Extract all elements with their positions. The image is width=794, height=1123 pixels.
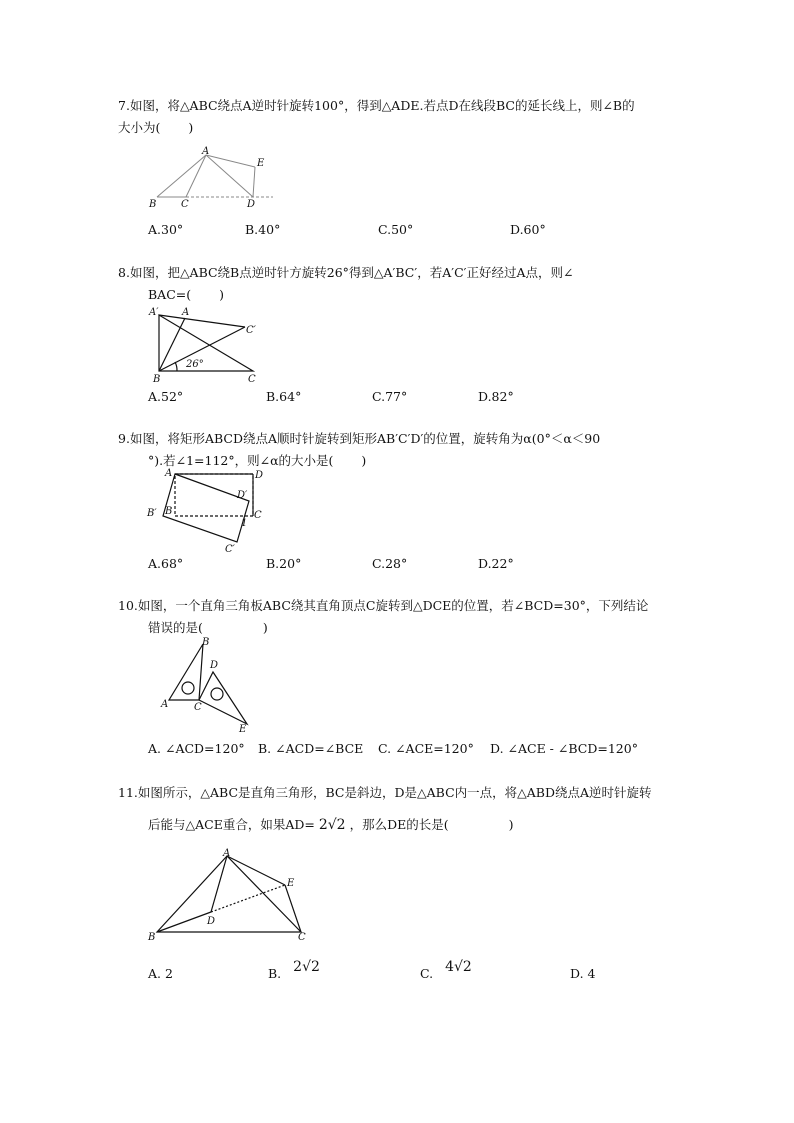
- q7-label-b: B: [149, 199, 157, 210]
- q9-label-d: D: [255, 470, 264, 481]
- q10-label-a: A: [161, 699, 169, 710]
- question-9-line1: 9.如图，将矩形ABCD绕点A顺时针旋转到矩形AB′C′D′的位置，旋转角为α(0°＜α＜90: [118, 431, 601, 446]
- question-10-figure: [155, 634, 255, 734]
- q7-label-a: A: [202, 146, 210, 157]
- q9-label-b-prime: B′: [147, 508, 157, 519]
- q8-option-a[interactable]: A.52°: [148, 389, 184, 404]
- question-8-options: [148, 389, 708, 409]
- question-9-options: [148, 556, 708, 576]
- q7-option-b[interactable]: B.40°: [245, 222, 281, 237]
- q8-label-a-prime: A′: [149, 307, 159, 318]
- question-11: [118, 782, 718, 836]
- q11-math-ad-value: 2√2: [318, 817, 346, 833]
- question-11-options: [148, 959, 708, 982]
- q10-option-a[interactable]: A. ∠ACD=120°: [148, 741, 245, 756]
- q11-option-b[interactable]: B. 2√2: [268, 959, 320, 981]
- q8-label-c: C: [248, 374, 256, 385]
- q9-option-c[interactable]: C.28°: [372, 556, 408, 571]
- q11-option-a[interactable]: A. 2: [148, 966, 173, 981]
- q8-label-c-prime: C′: [246, 325, 256, 336]
- q9-option-b[interactable]: B.20°: [266, 556, 302, 571]
- question-10-line2: 错误的是( ): [148, 620, 268, 635]
- question-8-figure: [145, 305, 265, 385]
- question-9-line2: °).若∠1=112°，则∠α的大小是( ): [148, 453, 367, 468]
- q9-label-1: 1: [241, 518, 248, 529]
- q11-option-c-math: 4√2: [445, 959, 472, 975]
- q7-label-c: C: [181, 199, 189, 210]
- q7-label-e: E: [257, 158, 265, 169]
- q8-option-b[interactable]: B.64°: [266, 389, 302, 404]
- question-11-line1: 11.如图所示，△ABC是直角三角形，BC是斜边，D是△ABC内一点，将△ABD绕点A逆时针旋转: [118, 785, 652, 800]
- q10-label-d: D: [210, 660, 219, 671]
- q10-option-d[interactable]: D. ∠ACE - ∠BCD=120°: [490, 741, 638, 756]
- question-7: [118, 95, 718, 139]
- q8-label-b: B: [153, 374, 161, 385]
- q9-label-d-prime: D′: [237, 490, 248, 501]
- q10-label-e: E: [239, 724, 247, 734]
- q7-option-a[interactable]: A.30°: [148, 222, 184, 237]
- q8-label-angle: 26°: [186, 359, 204, 370]
- q9-label-b: B: [165, 506, 173, 517]
- question-7-line2: 大小为( ): [118, 120, 194, 135]
- q8-label-a: A: [182, 307, 190, 318]
- question-8: [118, 262, 718, 306]
- q11-label-e: E: [287, 878, 295, 889]
- question-8-line2: BAC=( ): [148, 287, 225, 302]
- q7-option-d[interactable]: D.60°: [510, 222, 546, 237]
- q10-label-c: C: [194, 702, 202, 713]
- q7-label-d: D: [247, 199, 256, 210]
- question-10-line1: 10.如图，一个直角三角板ABC绕其直角顶点C旋转到△DCE的位置，若∠BCD=30°，下列结论: [118, 598, 649, 613]
- q11-label-d: D: [207, 916, 216, 927]
- q11-option-d[interactable]: D. 4: [570, 966, 596, 981]
- q9-option-d[interactable]: D.22°: [478, 556, 514, 571]
- q10-label-b: B: [202, 637, 210, 648]
- q11-label-c: C: [298, 932, 306, 943]
- q9-option-a[interactable]: A.68°: [148, 556, 184, 571]
- question-10: [118, 595, 718, 639]
- question-7-options: [148, 222, 708, 242]
- q11-label-a: A: [223, 848, 231, 859]
- question-9-figure: [145, 466, 270, 554]
- question-7-line1: 7.如图，将△ABC绕点A逆时针旋转100°，得到△ADE.若点D在线段BC的延长线上，则∠B的: [118, 98, 635, 113]
- q9-label-c-prime: C′: [225, 544, 235, 554]
- q8-option-d[interactable]: D.82°: [478, 389, 514, 404]
- question-11-line2: 后能与△ACE重合，如果AD= 2√2 ，那么DE的长是( ): [148, 817, 514, 833]
- question-10-options: [148, 741, 708, 761]
- q11-label-b: B: [148, 932, 156, 943]
- question-7-figure: [145, 145, 275, 210]
- q11-option-c[interactable]: C. 4√2: [420, 959, 472, 981]
- q10-option-c[interactable]: C. ∠ACE=120°: [378, 741, 474, 756]
- question-8-line1: 8.如图，把△ABC绕B点逆时针方旋转26°得到△A′BC′，若A′C′正好经过A点，则∠: [118, 265, 574, 280]
- q8-option-c[interactable]: C.77°: [372, 389, 408, 404]
- q10-option-b[interactable]: B. ∠ACD=∠BCE: [258, 741, 364, 756]
- q11-option-b-math: 2√2: [293, 959, 320, 975]
- q9-label-c: C: [254, 510, 262, 521]
- q9-label-a: A: [165, 468, 173, 479]
- question-11-figure: [145, 848, 310, 943]
- q7-option-c[interactable]: C.50°: [378, 222, 414, 237]
